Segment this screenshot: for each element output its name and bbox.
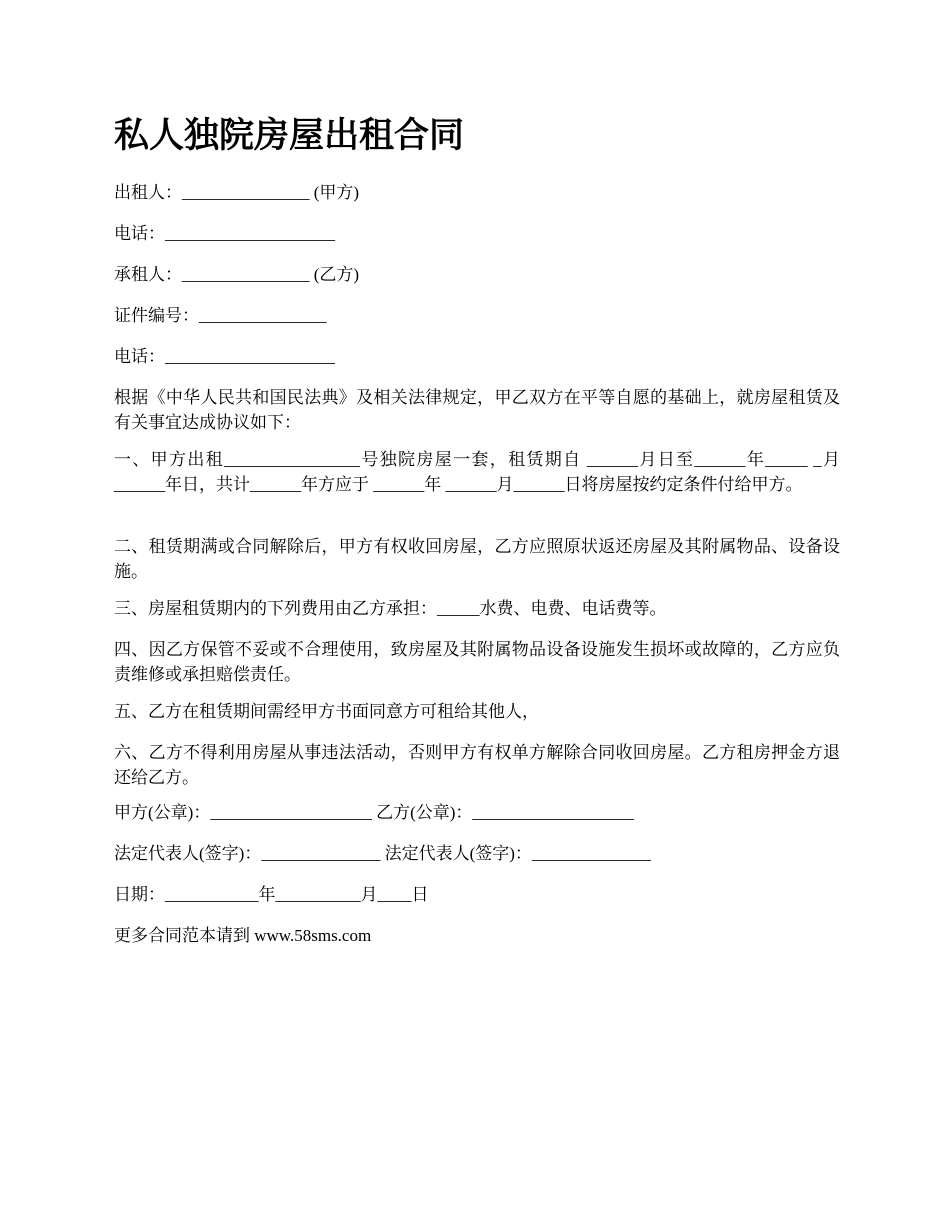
lessee-line: 承租人：_______________ (乙方) [114, 265, 360, 284]
clause-3: 三、房屋租赁期内的下列费用由乙方承担：_____水费、电费、电话费等。 [114, 599, 667, 618]
clause-2: 二、租赁期满或合同解除后，甲方有权收回房屋，乙方应照原状返还房屋及其附属物品、设备设施。 [114, 537, 840, 581]
clause-1: 一、甲方出租________________号独院房屋一套，租赁期自 ______月日至______年_____ _月 ______年日，共计______年方应于 ______年 ______月______日将房屋按约定条件付给甲方。 [114, 450, 840, 494]
lessor-line: 出租人：_______________ (甲方) [114, 183, 360, 202]
intro-paragraph: 根据《中华人民共和国民法典》及相关法律规定，甲乙双方在平等自愿的基础上，就房屋租赁及有关事宜达成协议如下： [114, 388, 840, 432]
id-number-line: 证件编号：_______________ [114, 306, 327, 325]
signature-line: 法定代表人(签字)：______________ 法定代表人(签字)：______________ [114, 844, 651, 863]
clause-4: 四、因乙方保管不妥或不合理使用，致房屋及其附属物品设备设施发生损坏或故障的，乙方应负责维修或承担赔偿责任。 [114, 640, 840, 684]
lessee-phone-line: 电话：____________________ [114, 347, 335, 366]
date-line: 日期：___________年__________月____日 [114, 885, 429, 904]
document-title: 私人独院房屋出租合同 [114, 116, 465, 156]
seal-line: 甲方(公章)：___________________ 乙方(公章)：___________________ [114, 803, 634, 822]
clause-5: 五、乙方在租赁期间需经甲方书面同意方可租给其他人， [114, 702, 539, 721]
footer-line: 更多合同范本请到 www.58sms.com [114, 926, 372, 945]
clause-6: 六、乙方不得利用房屋从事违法活动，否则甲方有权单方解除合同收回房屋。乙方租房押金方退还给乙方。 [114, 743, 840, 787]
lessor-phone-line: 电话：____________________ [114, 224, 335, 243]
